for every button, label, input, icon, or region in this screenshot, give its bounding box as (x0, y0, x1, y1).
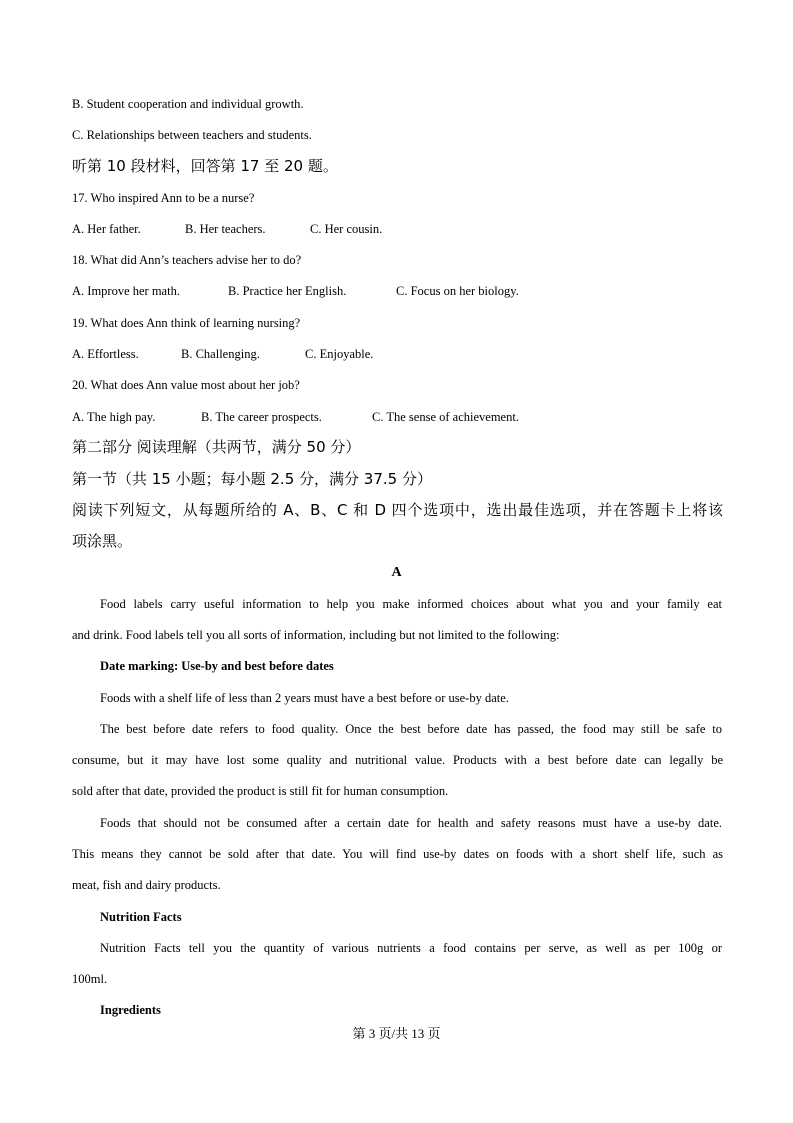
question-18-options (72, 283, 519, 299)
question-19-options (72, 346, 373, 362)
passage-p1-line2: and drink. Food labels tell you all sorts of information, including but not limited to the following: (72, 628, 560, 642)
passage-p4-line1: Foods that should not be consumed after a certain date for health and safety reasons must have a use-by date. (100, 816, 722, 830)
passage-p5-line2: 100ml. (72, 972, 108, 986)
q17-option-b: B. Her teachers. (185, 222, 266, 236)
question-17-options (72, 221, 382, 237)
q18-option-a: A. Improve her math. (72, 284, 180, 298)
question-18-stem: 18. What did Ann’s teachers advise her to do? (72, 253, 302, 267)
passage-p3-line3: sold after that date, provided the product is still fit for human consumption. (72, 784, 449, 798)
part-two-title: 第二部分 阅读理解（共两节，满分 50 分） (72, 438, 361, 456)
q20-option-b: B. The career prospects. (201, 410, 322, 424)
question-19-stem: 19. What does Ann think of learning nursing? (72, 316, 301, 330)
q19-option-b: B. Challenging. (181, 347, 260, 361)
q19-option-c: C. Enjoyable. (305, 347, 374, 361)
passage-p2: Foods with a shelf life of less than 2 years must have a best before or use-by date. (100, 691, 509, 705)
question-20-stem: 20. What does Ann value most about her job? (72, 378, 300, 392)
q17-option-a: A. Her father. (72, 222, 141, 236)
passage-p4-line3: meat, fish and dairy products. (72, 878, 221, 892)
question-20-options (72, 409, 519, 425)
section-one-title: 第一节（共 15 小题；每小题 2.5 分，满分 37.5 分） (72, 470, 432, 488)
passage-p1-line1: Food labels carry useful information to help you make informed choices about what you and your family eat (100, 597, 722, 611)
reading-instruction-line1: 阅读下列短文，从每题所给的 A、B、C 和 D 四个选项中，选出最佳选项，并在答题卡上将该 (72, 501, 723, 519)
passage-letter: A (391, 565, 402, 580)
q18-option-c: C. Focus on her biology. (396, 284, 519, 298)
page-number: 第 3 页/共 13 页 (352, 1026, 441, 1041)
q16-option-b: B. Student cooperation and individual growth. (72, 97, 304, 111)
q16-option-c: C. Relationships between teachers and students. (72, 128, 312, 142)
heading-date-marking: Date marking: Use-by and best before dates (100, 659, 334, 673)
reading-instruction-line2: 项涂黑。 (72, 532, 133, 550)
passage-p4-line2: This means they cannot be sold after that date. You will find use-by dates on foods with a short shelf life, such as (72, 847, 723, 861)
passage-p3-line2: consume, but it may have lost some quality and nutritional value. Products with a best before date can legally be (72, 753, 723, 767)
question-17-stem: 17. Who inspired Ann to be a nurse? (72, 191, 255, 205)
q20-option-c: C. The sense of achievement. (372, 410, 519, 424)
listening-section-intro: 听第 10 段材料，回答第 17 至 20 题。 (72, 157, 338, 175)
heading-ingredients: Ingredients (100, 1003, 161, 1017)
heading-nutrition-facts: Nutrition Facts (100, 910, 182, 924)
q17-option-c: C. Her cousin. (310, 222, 383, 236)
q20-option-a: A. The high pay. (72, 410, 156, 424)
passage-p5-line1: Nutrition Facts tell you the quantity of various nutrients a food contains per serve, as well as per 100g or (100, 941, 722, 955)
q18-option-b: B. Practice her English. (228, 284, 347, 298)
passage-p3-line1: The best before date refers to food quality. Once the best before date has passed, the food may still be safe to (100, 722, 722, 736)
q19-option-a: A. Effortless. (72, 347, 139, 361)
